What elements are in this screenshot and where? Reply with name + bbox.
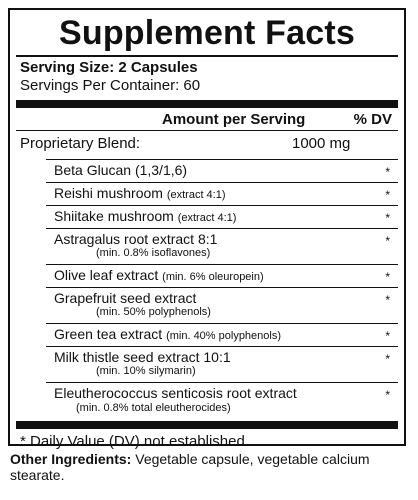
amount-header: Amount per Serving [162, 110, 306, 128]
thick-divider [16, 421, 398, 429]
blend-row [10, 131, 404, 159]
other-ingredients-label: Other Ingredients: [10, 451, 132, 467]
panel-title: Supplement Facts [58, 14, 356, 52]
dv-mark: * [385, 329, 390, 343]
ingredient-name: Beta Glucan (1,3/1,6) [54, 162, 188, 178]
dv-mark: * [385, 352, 390, 366]
dv-mark: * [385, 234, 390, 248]
ingredient-row [46, 205, 398, 228]
ingredient-name: Reishi mushroom (extract 4:1) [54, 185, 226, 201]
ingredient-detail: (min. 50% polyphenols) [96, 306, 211, 318]
dv-mark: * [385, 388, 390, 402]
dv-footnote: * Daily Value (DV) not established [20, 433, 245, 450]
ingredient-detail: (min. 0.8% total eleutherocides) [76, 402, 231, 414]
other-ingredients [10, 451, 408, 483]
dv-mark: * [385, 270, 390, 284]
ingredient-name: Grapefruit seed extract [54, 290, 197, 306]
serving-size: Serving Size: 2 Capsules [20, 58, 198, 76]
ingredient-row [46, 382, 398, 421]
ingredient-name: Eleutherococcus senticosis root extract [54, 385, 297, 401]
ingredient-row [46, 323, 398, 346]
column-header-row [10, 108, 404, 130]
other-ingredients-text: Vegetable capsule, vegetable calcium stearate. [10, 451, 370, 483]
thick-divider [16, 100, 398, 108]
ingredient-row [46, 228, 398, 264]
ingredient-name: Milk thistle seed extract 10:1 [54, 349, 231, 365]
ingredient-name: Shiitake mushroom (extract 4:1) [54, 208, 237, 224]
dv-mark: * [385, 293, 390, 307]
blend-amount: 1000 mg [292, 135, 351, 152]
blend-label: Proprietary Blend: [20, 135, 141, 152]
dv-header: % DV [353, 110, 392, 128]
ingredient-row [46, 159, 398, 182]
ingredient-row [46, 264, 398, 287]
ingredient-name: Green tea extract (min. 40% polyphenols) [54, 326, 282, 342]
ingredient-row [46, 346, 398, 382]
dv-mark: * [385, 211, 390, 225]
ingredient-detail: (min. 10% silymarin) [96, 365, 196, 377]
dv-mark: * [385, 165, 390, 179]
serving-info [10, 57, 404, 95]
supplement-facts-panel [8, 8, 406, 450]
ingredient-row [46, 182, 398, 205]
ingredient-name: Olive leaf extract (min. 6% oleuropein) [54, 267, 264, 283]
ingredient-name: Astragalus root extract 8:1 [54, 231, 218, 247]
dv-mark: * [385, 188, 390, 202]
ingredient-detail: (min. 0.8% isoflavones) [96, 247, 211, 259]
servings-per-container: Servings Per Container: 60 [20, 76, 201, 94]
ingredient-row [46, 287, 398, 323]
